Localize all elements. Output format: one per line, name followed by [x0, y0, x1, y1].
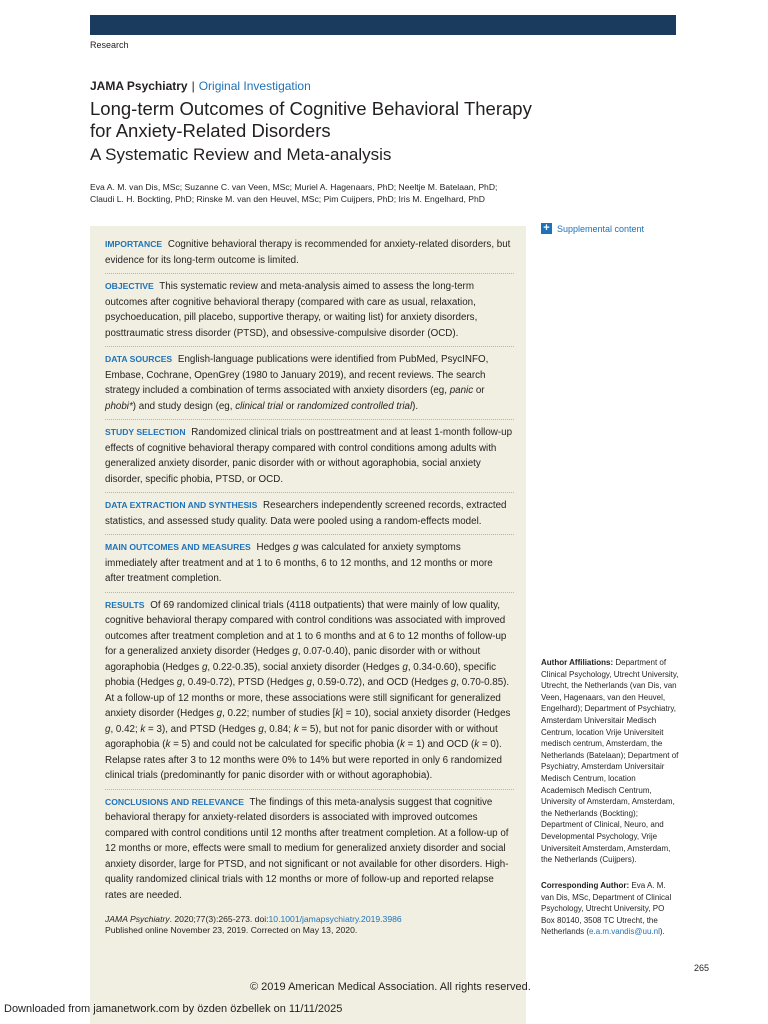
citation-ref: . 2020;77(3):265-273. doi:: [169, 914, 269, 924]
italic-g: g: [201, 661, 208, 673]
italic-k: k: [140, 723, 146, 735]
abstract-conclusions: [105, 795, 514, 909]
abstract-objective: [105, 279, 514, 347]
plus-icon: +: [541, 223, 552, 234]
article-type: Original Investigation: [198, 79, 311, 93]
objective-text: This systematic review and meta-analysis aimed to assess the long-term outcomes after cognitive behavioral therapy (compared with care as usual, relaxation, psychoeducation, pill placebo, supportive therapy, or waiting list) for anxiety disorders, posttraumatic stress disorder (PTSD), and obsessive-compulsive disorder (OCD).: [105, 281, 478, 339]
page-number: 265: [694, 963, 710, 973]
italic-k: k: [165, 739, 171, 750]
data-sources-heading: DATA SOURCES: [105, 354, 173, 364]
author-list: Eva A. M. van Dis, MSc; Suzanne C. van Veen, MSc; Muriel A. Hagenaars, PhD; Neeltje M. Batelaan, PhD; Claudi L. H. Bockting, PhD; Rinske M. van den Heuvel, MSc; Pim Cuijpers, PhD; Iris M. Engelhard, PhD: [90, 182, 498, 204]
abstract-data-sources: [105, 352, 514, 420]
text-run: was calculated for anxiety symptoms immediately after treatment and at 1 to 6 months, 6 to 12 months, and 12 months or more after treatment completion.: [105, 542, 493, 584]
italic-k: k: [399, 739, 405, 750]
abstract-importance: [105, 237, 514, 274]
section-label: Research: [90, 40, 129, 50]
italic-term: clinical trial: [235, 400, 284, 412]
text-run: English-language publications were identified from PubMed, PsycINFO, Embase, Cochrane, OpenGrey (1980 to January 2019), and recent reviews. The search strategy included a combination of terms associated with anxiety disorders (eg,: [105, 354, 489, 396]
study-selection-text: Randomized clinical trials on posttreatment and at least 1-month follow-up effects of cognitive behavioral therapy compared with control conditions among adults with generalized anxiety disorder, panic disorder with or without agoraphobia, social anxiety disorder, specific phobia, PTSD, or OCD.: [105, 427, 513, 485]
italic-g: g: [105, 723, 111, 735]
text-run: ] = 10), social anxiety disorder (Hedges: [340, 708, 511, 719]
italic-g: g: [258, 723, 264, 735]
affiliations-text: Department of Clinical Psychology, Utrecht University, Utrecht, the Netherlands (van Dis, van Veen, Hagenaars, van den Heuvel, Engelhard); Department of Psychiatry, Amsterdam Universitair Medisch Centrum, location Vrije Universiteit medisch centrum, Amsterdam, the Netherlands (Batelaan); Department of Psychiatry, Amsterdam Universitair Medisch Centrum, location Academisch Medisch Centrum, University of Amsterdam, Amsterdam, the Netherlands (Bockting); Department of Clinical, Neuro, and Developmental Psychology, Vrije Universiteit Amsterdam, Amsterdam, the Netherlands (Cuijpers).: [541, 658, 679, 865]
text-run: or: [283, 400, 298, 412]
affiliations-label: Author Affiliations:: [541, 658, 614, 667]
italic-g: g: [402, 661, 408, 673]
supplemental-content-link[interactable]: [541, 223, 644, 234]
corresponding-text: Eva A. M. van Dis, MSc, Department of Clinical Psychology, Utrecht University, PO Box 80140, 3508 TC Utrecht, the Netherlands (: [541, 881, 672, 937]
article-subtitle: A Systematic Review and Meta-analysis: [90, 145, 392, 164]
results-heading: RESULTS: [105, 599, 145, 610]
conclusions-heading: CONCLUSIONS AND RELEVANCE: [105, 796, 244, 807]
text-run: , 0.34-0.60), specific phobia (Hedges: [105, 661, 497, 688]
italic-k: k: [335, 708, 341, 719]
author-affiliations: [541, 657, 679, 866]
italic-g: g: [293, 542, 299, 553]
citation-line: [105, 914, 515, 925]
supplemental-content-label[interactable]: Supplemental content: [557, 223, 645, 234]
italic-term: phobi*: [105, 400, 133, 412]
citation-journal: JAMA Psychiatry: [105, 914, 170, 924]
journal-line: [90, 79, 311, 93]
journal-separator: |: [191, 79, 195, 93]
citation-published: Published online November 23, 2019. Corrected on May 13, 2020.: [105, 925, 358, 935]
italic-g: g: [216, 708, 223, 719]
doi-link[interactable]: 10.1001/jamapsychiatry.2019.3986: [268, 914, 402, 924]
italic-term: randomized controlled trial: [297, 400, 413, 412]
results-text: [105, 600, 510, 782]
text-run: , 0.49-0.72), PTSD (Hedges: [182, 677, 307, 688]
text-run: ) and study design (eg,: [132, 400, 236, 412]
download-notice: Downloaded from jamanetwork.com by özden özbellek on 11/11/2025: [4, 1003, 343, 1015]
text-run: , 0.22; number of studies [: [222, 708, 336, 719]
abstract-box: [90, 226, 526, 1024]
main-outcomes-heading: MAIN OUTCOMES AND MEASURES: [105, 542, 251, 552]
study-selection-heading: STUDY SELECTION: [105, 427, 186, 437]
citation: [105, 914, 515, 936]
data-extraction-heading: DATA EXTRACTION AND SYNTHESIS: [105, 500, 258, 510]
corresponding-email[interactable]: e.a.m.vandis@uu.nl: [589, 927, 660, 937]
text-run: or: [473, 385, 485, 396]
italic-g: g: [306, 677, 312, 688]
objective-heading: OBJECTIVE: [105, 281, 154, 291]
italic-k: k: [474, 739, 480, 750]
text-run: Hedges: [256, 542, 294, 553]
text-run: = 5) and could not be calculated for specific phobia (: [170, 739, 400, 750]
corresponding-end: ).: [659, 927, 665, 937]
data-extraction-text: Researchers independently screened records, extracted statistics, and assessed study quality. Data were pooled using a random-effects model.: [105, 500, 507, 527]
copyright-notice: © 2019 American Medical Association. All rights reserved.: [250, 981, 531, 993]
conclusions-text: The findings of this meta-analysis suggest that cognitive behavioral therapy for anxiety-related disorders is associated with improved outcomes compared with control conditions until 12 months after treatment completion. At a follow-up of 12 months or more, effects were small to medium for generalized anxiety disorder and social anxiety disorder, large for PTSD, and not significant or not available for other disorders. High-quality randomized clinical trials with 12 months or more of follow-up and reported relapse rates are needed.: [105, 796, 509, 901]
text-run: , 0.84;: [263, 723, 294, 735]
header-bar: [90, 15, 676, 35]
text-run: = 0). Relapse rates after 3 to 12 months were 0% to 14% but were reported in only 6 randomized clinical trials (predominantly for panic disorder with or without agoraphobia).: [105, 739, 502, 781]
journal-name: JAMA Psychiatry: [90, 79, 188, 93]
text-run: = 3), and PTSD (Hedges: [145, 723, 259, 735]
italic-g: g: [176, 677, 183, 688]
italic-g: g: [292, 646, 298, 657]
italic-term: panic: [449, 385, 474, 396]
text-run: Of 69 randomized clinical trials (4118 outpatients) that were mainly of low quality, cognitive behavioral therapy compared with control conditions was associated with improved outcomes after treatment completion and at 1 to 6 months and at 6 to 12 months of follow-up for a generalized anxiety disorder (Hedges: [105, 599, 507, 657]
text-run: , 0.59-0.72), and OCD (Hedges: [311, 677, 451, 688]
abstract-main-outcomes: [105, 540, 514, 593]
text-run: , 0.70-0.85). At a follow-up of 12 months or more, these associations were still significant for generalized anxiety disorder (Hedges: [105, 677, 510, 719]
article-title: Long-term Outcomes of Cognitive Behavioral Therapy for Anxiety-Related Disorders: [90, 98, 532, 141]
text-run: = 1) and OCD (: [404, 739, 475, 750]
text-run: , 0.07-0.40), panic disorder with or without agoraphobia (Hedges: [105, 646, 481, 673]
corresponding-label: Corresponding Author:: [541, 881, 630, 890]
italic-g: g: [450, 677, 457, 688]
abstract-study-selection: [105, 425, 514, 493]
importance-heading: IMPORTANCE: [105, 239, 163, 249]
text-run: , 0.22-0.35), social anxiety disorder (Hedges: [207, 661, 403, 673]
corresponding-author: [541, 880, 679, 938]
abstract-data-extraction: [105, 498, 514, 535]
italic-k: k: [293, 723, 299, 735]
abstract-results: [105, 598, 514, 790]
text-run: ).: [412, 400, 419, 412]
text-run: = 5), but not for panic disorder with or without agoraphobia (: [105, 723, 498, 750]
text-run: , 0.42;: [110, 723, 141, 735]
importance-text: Cognitive behavioral therapy is recommended for anxiety-related disorders, but evidence for its long-term outcome is limited.: [105, 239, 511, 266]
